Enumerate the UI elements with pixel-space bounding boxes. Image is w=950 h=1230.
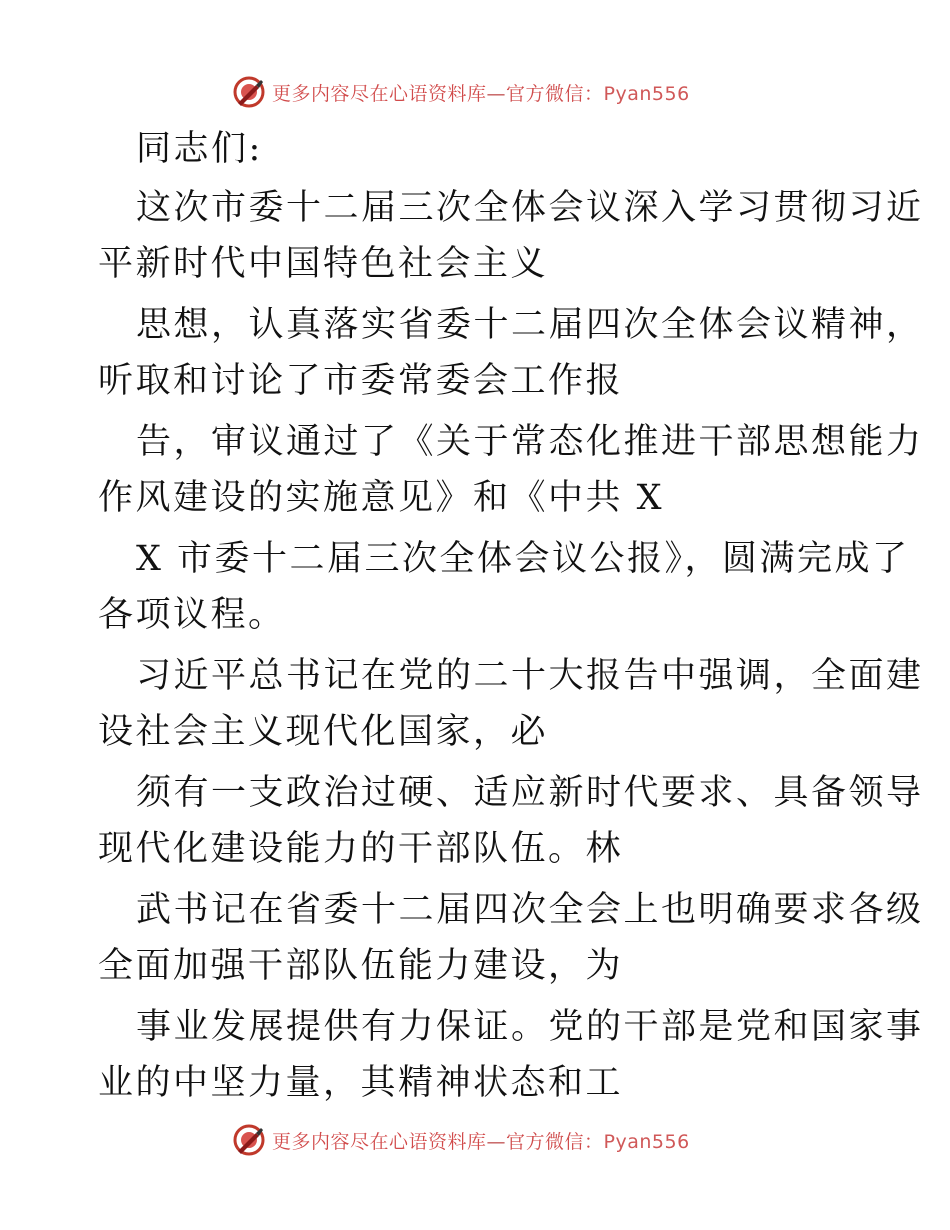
- body-line: 作风建设的实施意见》和《中共 X: [98, 478, 665, 518]
- body-line: 同志们:: [136, 129, 263, 169]
- watermark-wechat-label: 官方微信：: [506, 1130, 604, 1153]
- body-line: 习近平总书记在党的二十大报告中强调，全面建: [136, 656, 924, 696]
- body-line: 思想，认真落实省委十二届四次全体会议精神，: [136, 305, 924, 345]
- watermark-text: [272, 1127, 690, 1154]
- watermark-wechat-id: Pyan556: [603, 82, 690, 105]
- body-line: 设社会主义现代化国家，必: [98, 712, 549, 752]
- body-line: 全面加强干部队伍能力建设，为: [98, 946, 624, 986]
- watermark-separator: —: [486, 1130, 507, 1153]
- body-line: 现代化建设能力的干部队伍。林: [98, 829, 624, 869]
- body-line: 各项议程。: [98, 595, 286, 635]
- body-line: 听取和讨论了市委常委会工作报: [98, 361, 624, 401]
- footer-watermark: [232, 1120, 752, 1160]
- watermark-brand: 更多内容尽在心语资料库: [272, 1130, 487, 1153]
- body-line: 事业发展提供有力保证。党的干部是党和国家事: [136, 1007, 924, 1047]
- body-line: 业的中坚力量，其精神状态和工: [98, 1063, 624, 1103]
- brand-logo-icon: [232, 1123, 266, 1157]
- body-line: 武书记在省委十二届四次全会上也明确要求各级: [136, 890, 924, 930]
- watermark-separator: —: [486, 82, 507, 105]
- body-line: 告，审议通过了《关于常态化推进干部思想能力: [136, 422, 924, 462]
- body-line: 这次市委十二届三次全体会议深入学习贯彻习近: [136, 188, 924, 228]
- watermark-brand: 更多内容尽在心语资料库: [272, 82, 487, 105]
- body-line: X 市委十二届三次全体会议公报》，圆满完成了: [136, 539, 910, 579]
- body-line: 须有一支政治过硬、适应新时代要求、具备领导: [136, 773, 924, 813]
- watermark-wechat-id: Pyan556: [603, 1130, 690, 1153]
- body-line: 平新时代中国特色社会主义: [98, 244, 549, 284]
- watermark-wechat-label: 官方微信：: [506, 82, 604, 105]
